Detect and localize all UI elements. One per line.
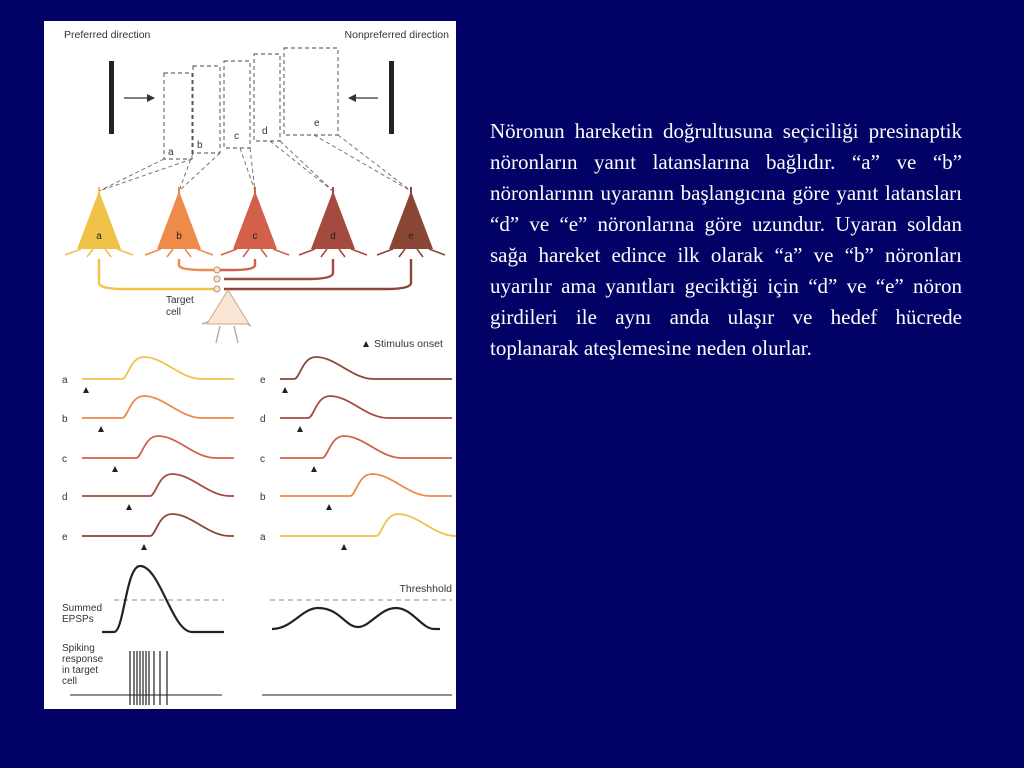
axon-b [179,259,217,270]
preferred-trace-e [62,514,234,550]
nonpreferred-trace-curve [280,357,452,379]
summed-epsps-label-line2: EPSPs [62,614,94,625]
neuron-b [145,187,213,257]
stimulus-onset-marker [112,466,118,472]
stimulus-onset-marker [326,504,332,510]
spiking-label-line4: cell [62,676,78,687]
nonpreferred-trace-label: a [260,532,266,543]
nonpreferred-trace-e [260,357,452,393]
presynaptic-neurons [65,187,445,257]
preferred-trace-b [62,396,234,432]
nonpreferred-trace-d [260,396,452,432]
synapse-terminal [214,267,220,273]
spiking-label-line1: Spiking [62,643,95,654]
left-stimulus-bar [109,61,114,134]
preferred-trace-curve [82,396,234,418]
receptive-fields [164,48,338,159]
stimulus-onset-marker [141,544,147,550]
rf-label-e: e [314,118,320,129]
stimulus-onset-marker [98,426,104,432]
stimulus-onset-marker-icon [363,341,369,347]
axon-c [219,259,255,270]
neuron-label-b: b [176,231,182,242]
nonpreferred-trace-b [260,474,452,510]
preferred-trace-label: d [62,492,68,503]
preferred-trace-label: b [62,414,68,425]
projection-lines [99,135,411,191]
preferred-trace-label: e [62,532,68,543]
preferred-trace-curve [82,436,234,458]
synapse-terminal [214,286,220,292]
neuron-label-c: c [252,231,258,242]
spiking-label-line3: in target [62,665,99,676]
axons [99,259,411,292]
nonpreferred-trace-curve [280,396,452,418]
neuron-c [221,187,289,257]
axon-a [99,259,217,289]
spiking-label-line2: response [62,654,104,665]
axon-e [224,259,411,289]
preferred-trace-label: a [62,375,68,386]
summed-epsps-label-line1: Summed [62,603,103,614]
neuron-label-a: a [96,231,102,242]
epsp-traces [62,357,456,550]
neuron-d [299,187,367,257]
rf-label-b: b [197,140,203,151]
nonpreferred-trace-curve [280,514,456,536]
stimulus-onset-marker [311,466,317,472]
stimulus-onset-marker [83,387,89,393]
synapse-terminal [214,276,220,282]
nonpreferred-trace-c [260,436,452,472]
neuron-a [65,187,133,257]
target-cell-label-line1: Target [166,295,194,306]
preferred-trace-d [62,474,234,510]
stimulus-onset-marker [282,387,288,393]
stimulus-onset-marker [341,544,347,550]
summed-epsp-preferred [102,566,224,632]
preferred-trace-curve [82,514,234,536]
preferred-trace-c [62,436,234,472]
explanation-paragraph: Nöronun hareketin doğrultusuna seçiciliği presinaptik nöronların yanıt latanslarına bağlıdır. “a” ve “b” nöronlarının uyaranın başlangıcına göre yanıt latansları “d” ve “e” nöronlarına göre uzundur. Uyaran soldan sağa hareket edince ilk olarak “a” ve “b” nöronları uyarılır ama yanıtları geciktiği için “d” ve “e” nöron girdileri ile aynı anda ulaşır ve hedef hücrede toplanarak ateşlemesine neden olurlar. [490,119,962,360]
preferred-trace-label: c [62,454,67,465]
spike-train [130,651,167,705]
preferred-trace-curve [82,357,234,379]
nonpreferred-trace-label: c [260,454,265,465]
threshold-label: Threshhold [399,583,452,595]
preferred-trace-a [62,357,234,393]
stimulus-onset-marker [297,426,303,432]
figure-svg [44,21,456,709]
receptive-field-e [284,48,338,135]
nonpreferred-trace-label: b [260,492,266,503]
nonpreferred-trace-curve [280,436,452,458]
neuron-label-e: e [408,231,414,242]
rf-label-c: c [234,131,239,142]
nonpreferred-trace-a [260,514,456,550]
target-cell-label-line2: cell [166,307,182,318]
rf-label-d: d [262,126,268,137]
preferred-trace-curve [82,474,234,496]
nonpreferred-trace-curve [280,474,452,496]
neuron-direction-figure [44,21,456,709]
right-stimulus-bar [389,61,394,134]
target-cell [202,290,251,343]
nonpreferred-direction-heading: Nonpreferred direction [344,29,449,41]
nonpreferred-trace-label: d [260,414,266,425]
stimulus-onset-label: Stimulus onset [374,338,443,350]
summed-epsp-nonpreferred [272,608,440,629]
nonpreferred-trace-label: e [260,375,266,386]
preferred-direction-heading: Preferred direction [64,29,151,41]
neuron-label-d: d [330,231,336,242]
stimulus-onset-marker [126,504,132,510]
neuron-e [377,187,445,257]
rf-label-a: a [168,147,174,158]
